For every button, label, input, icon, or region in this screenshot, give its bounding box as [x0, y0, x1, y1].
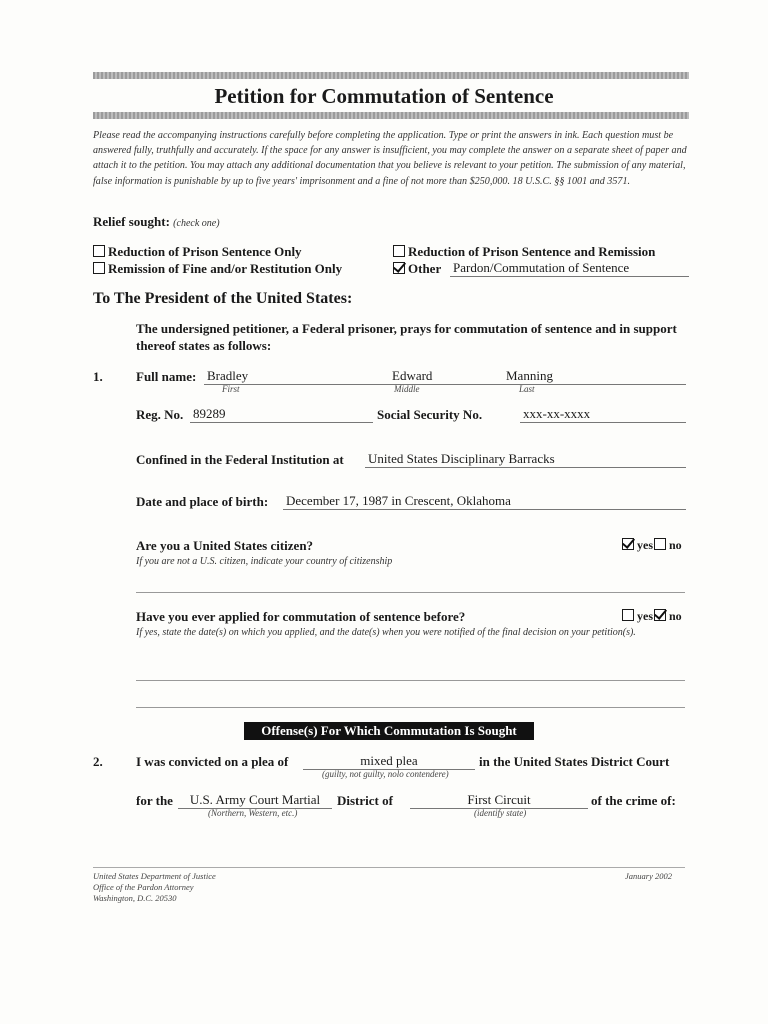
- for-the-label: for the: [136, 793, 173, 808]
- instructions-paragraph: Please read the accompanying instructions carefully before completing the application. Type or print the answers in ink. Each question must be answered fully, truthfully and accurately. If the space for any answer is insufficient, you may complete the answer on a separate sheet of paper and attach it to the petition. You may attach any additional documentation that you believe is relevant to your petition. The submission of any material, false information is punishable by up to five years' imprisonment and a fine of not more than $250,000. 18 U.S.C. §§ 1001 and 3571.: [93, 130, 687, 187]
- checkbox[interactable]: [93, 245, 105, 257]
- ssn-field[interactable]: xxx-xx-xxxx: [520, 406, 686, 423]
- first-name-value: Bradley: [207, 368, 249, 383]
- ssn-label: Social Security No.: [377, 407, 483, 422]
- birth-label: Date and place of birth:: [136, 494, 269, 509]
- district-caption: (identify state): [474, 808, 527, 818]
- footer-agency: [93, 871, 216, 904]
- prior-yes-checkbox[interactable]: [622, 609, 634, 621]
- district-label: District of: [337, 793, 393, 808]
- top-band: [93, 72, 689, 79]
- birth-field[interactable]: December 17, 1987 in Crescent, Oklahoma: [283, 493, 686, 510]
- district-field[interactable]: First Circuit: [410, 792, 588, 809]
- footer-line-3: Washington, D.C. 20530: [93, 893, 177, 903]
- title-band: [93, 112, 689, 119]
- relief-option-remission-only[interactable]: Remission of Fine and/or Restitution Only: [93, 261, 342, 277]
- relief-hint: (check one): [173, 218, 220, 229]
- footer-rule: [93, 867, 685, 868]
- addressee: To The President of the United States:: [93, 290, 353, 307]
- prior-line-1[interactable]: [136, 680, 685, 681]
- citizenship-line[interactable]: [136, 592, 685, 593]
- citizen-yes-no: yes no: [622, 538, 682, 553]
- confined-label: Confined in the Federal Institution at: [136, 452, 344, 467]
- footer-line-1: United States Department of Justice: [93, 871, 216, 881]
- checkbox[interactable]: [93, 262, 105, 274]
- checkbox[interactable]: [393, 245, 405, 257]
- footer-date: January 2002: [625, 871, 672, 881]
- citizen-hint: If you are not a U.S. citizen, indicate your country of citizenship: [136, 556, 393, 567]
- prior-line-2[interactable]: [136, 707, 685, 708]
- prior-yes-no: yes no: [622, 609, 682, 624]
- crime-label: of the crime of:: [591, 793, 676, 808]
- q2-number: 2.: [93, 754, 103, 769]
- relief-option-other[interactable]: Other: [393, 261, 441, 277]
- prior-no-checkbox[interactable]: [654, 609, 666, 621]
- prior-hint: If yes, state the date(s) on which you applied, and the date(s) when you were notified of the final decision on your petition(s).: [136, 627, 636, 638]
- preamble: The undersigned petitioner, a Federal prisoner, prays for commutation of sentence and in support thereof states as follows:: [136, 321, 677, 353]
- court-label: in the United States District Court: [479, 754, 670, 769]
- full-name-field[interactable]: [204, 368, 686, 385]
- first-caption: First: [222, 384, 240, 394]
- confined-field[interactable]: United States Disciplinary Barracks: [365, 451, 686, 468]
- citizen-question: Are you a United States citizen?: [136, 538, 314, 553]
- page-title: Petition for Commutation of Sentence: [214, 84, 554, 108]
- last-name-value: Manning: [506, 368, 553, 383]
- full-name-label: Full name:: [136, 369, 197, 384]
- for-the-caption: (Northern, Western, etc.): [208, 808, 298, 818]
- plea-caption: (guilty, not guilty, nolo contendere): [322, 769, 449, 779]
- q1-number: 1.: [93, 369, 103, 384]
- for-the-field[interactable]: U.S. Army Court Martial: [178, 792, 332, 809]
- relief-sought: [93, 214, 220, 230]
- last-caption: Last: [519, 384, 535, 394]
- checkbox-checked[interactable]: [393, 262, 405, 274]
- reg-no-field[interactable]: 89289: [190, 406, 373, 423]
- citizen-yes-checkbox[interactable]: [622, 538, 634, 550]
- prior-question: Have you ever applied for commutation of sentence before?: [136, 609, 466, 624]
- footer-line-2: Office of the Pardon Attorney: [93, 882, 194, 892]
- middle-name-value: Edward: [392, 368, 433, 383]
- citizen-no-checkbox[interactable]: [654, 538, 666, 550]
- middle-caption: Middle: [394, 384, 420, 394]
- relief-option-reduction-and-remission[interactable]: Reduction of Prison Sentence and Remission: [393, 244, 655, 260]
- relief-option-reduction-only[interactable]: Reduction of Prison Sentence Only: [93, 244, 302, 260]
- plea-label: I was convicted on a plea of: [136, 754, 289, 769]
- offense-header: Offense(s) For Which Commutation Is Sought: [244, 722, 534, 740]
- reg-no-label: Reg. No.: [136, 407, 184, 422]
- other-value[interactable]: Pardon/Commutation of Sentence: [450, 260, 689, 277]
- relief-label: Relief sought:: [93, 214, 170, 229]
- plea-field[interactable]: mixed plea: [303, 753, 475, 770]
